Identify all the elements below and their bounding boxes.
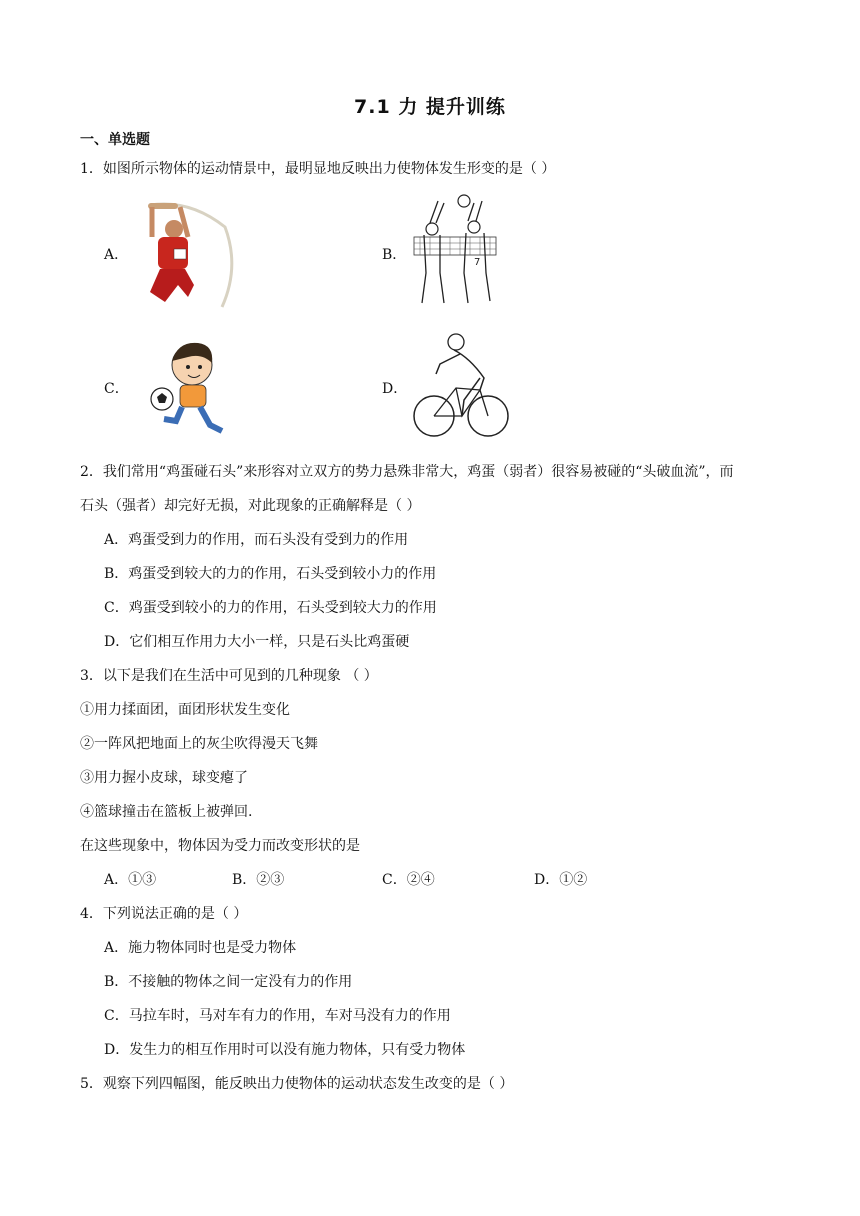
q3-item-4: ④篮球撞击在篮板上被弹回. [80,804,253,820]
q3-option-b[interactable]: B．②③ [232,872,285,888]
q2-option-c[interactable]: C．鸡蛋受到较小的力的作用，石头受到较大力的作用 [104,600,437,616]
question-3-stem: 3．以下是我们在生活中可见到的几种现象 （ ） [80,668,378,684]
q4-option-a[interactable]: A．施力物体同时也是受力物体 [104,940,297,956]
svg-text:7: 7 [474,257,481,268]
q3-item-2: ②一阵风把地面上的灰尘吹得漫天飞舞 [80,736,318,752]
q2-option-b[interactable]: B．鸡蛋受到较大的力的作用，石头受到较小力的作用 [104,566,437,582]
q1-option-a-label[interactable]: A． [104,247,129,263]
q4-option-d[interactable]: D．发生力的相互作用时可以没有施力物体，只有受力物体 [104,1042,466,1058]
question-1-stem: 1．如图所示物体的运动情景中，最明显地反映出力使物体发生形变的是（ ） [80,161,556,177]
volleyball-block-icon [410,193,500,308]
question-2-stem-line-1: 2．我们常用“鸡蛋碰石头”来形容对立双方的势力悬殊非常大，鸡蛋（弱者）很容易被碰的“头破血流”，而 [80,464,734,480]
q3-option-d[interactable]: D．①② [534,872,588,888]
q3-item-3: ③用力握小皮球，球变瘪了 [80,770,248,786]
q2-option-a[interactable]: A．鸡蛋受到力的作用，而石头没有受到力的作用 [104,532,409,548]
q4-option-b[interactable]: B．不接触的物体之间一定没有力的作用 [104,974,353,990]
q2-option-d[interactable]: D．它们相互作用力大小一样，只是石头比鸡蛋硬 [104,634,410,650]
pole-vault-icon [130,197,235,312]
soccer-kick-icon [148,335,233,440]
question-2-stem-line-2: 石头（强者）却完好无损，对此现象的正确解释是（ ） [80,498,421,514]
q3-option-c[interactable]: C．②④ [382,872,435,888]
q3-item-1: ①用力揉面团，面团形状发生变化 [80,702,290,718]
page-title: 7.1 力 提升训练 [354,96,506,118]
q4-option-c[interactable]: C．马拉车时，马对车有力的作用，车对马没有力的作用 [104,1008,451,1024]
section-heading: 一、单选题 [80,132,150,148]
cyclist-icon [410,328,510,443]
q1-option-b-label[interactable]: B． [382,247,407,263]
q1-option-c-label[interactable]: C． [104,381,129,397]
question-5-stem: 5．观察下列四幅图，能反映出力使物体的运动状态发生改变的是（ ） [80,1076,514,1092]
q1-option-d-label[interactable]: D． [382,381,408,397]
q3-prompt: 在这些现象中，物体因为受力而改变形状的是 [80,838,360,854]
question-4-stem: 4．下列说法正确的是（ ） [80,906,248,922]
q3-option-a[interactable]: A．①③ [104,872,157,888]
